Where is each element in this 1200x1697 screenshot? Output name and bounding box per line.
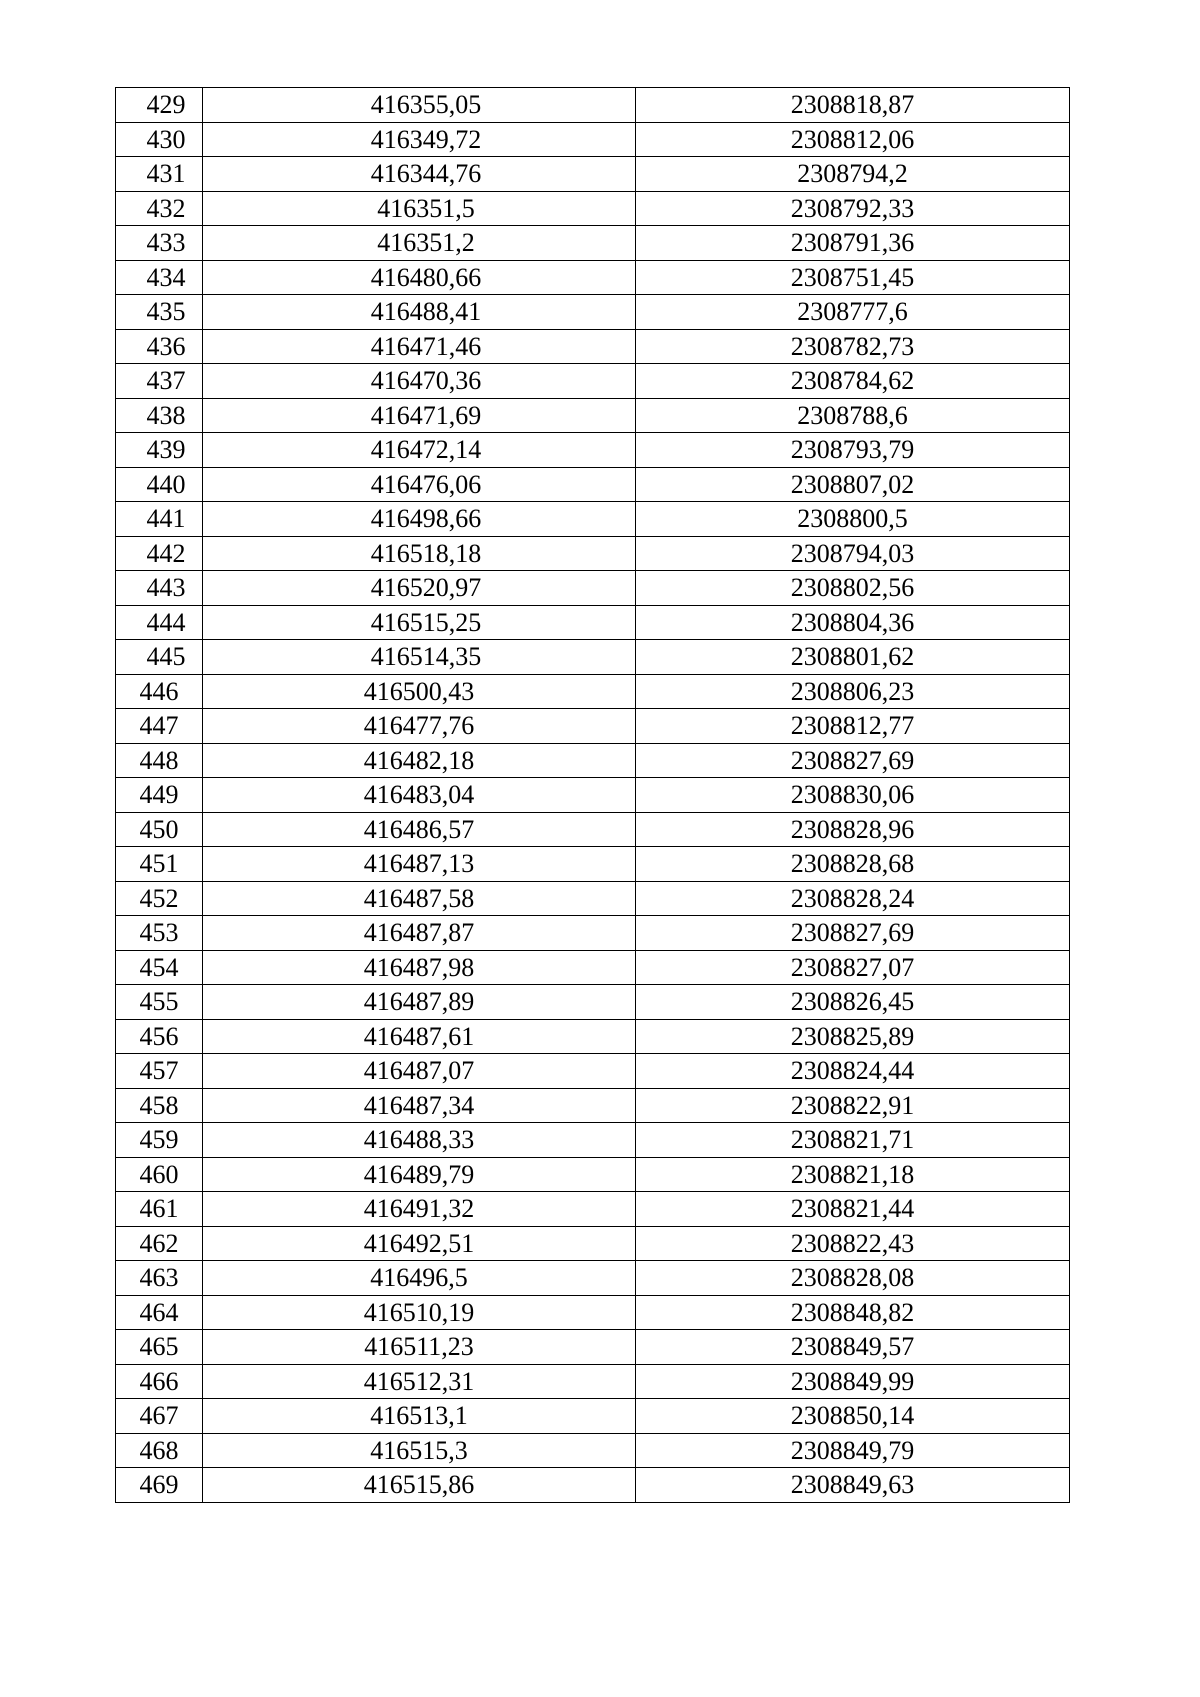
- table-row: [116, 709, 1070, 744]
- table-row: [116, 1364, 1070, 1399]
- table-row: [116, 1192, 1070, 1227]
- y-coordinate-cell: 2308821,44: [636, 1192, 1070, 1227]
- y-coordinate-cell: 2308828,96: [636, 812, 1070, 847]
- x-coordinate-cell: 416487,87: [203, 916, 636, 951]
- table-row: [116, 1433, 1070, 1468]
- x-coordinate-cell: 416496,5: [203, 1261, 636, 1296]
- table-row: [116, 674, 1070, 709]
- point-number-cell: 442: [116, 536, 203, 571]
- table-row: [116, 329, 1070, 364]
- x-coordinate-cell: 416513,1: [203, 1399, 636, 1434]
- coordinates-table: [115, 87, 1070, 1503]
- point-number-cell: 466: [116, 1364, 203, 1399]
- point-number-cell: 454: [116, 950, 203, 985]
- y-coordinate-cell: 2308826,45: [636, 985, 1070, 1020]
- table-row: [116, 1019, 1070, 1054]
- x-coordinate-cell: 416349,72: [203, 122, 636, 157]
- table-row: [116, 295, 1070, 330]
- x-coordinate-cell: 416476,06: [203, 467, 636, 502]
- point-number-cell: 468: [116, 1433, 203, 1468]
- point-number-cell: 435: [116, 295, 203, 330]
- point-number-cell: 446: [116, 674, 203, 709]
- x-coordinate-cell: 416487,89: [203, 985, 636, 1020]
- point-number-cell: 449: [116, 778, 203, 813]
- point-number-cell: 440: [116, 467, 203, 502]
- point-number-cell: 436: [116, 329, 203, 364]
- x-coordinate-cell: 416487,61: [203, 1019, 636, 1054]
- table-row: [116, 1226, 1070, 1261]
- point-number-cell: 429: [116, 88, 203, 123]
- y-coordinate-cell: 2308828,08: [636, 1261, 1070, 1296]
- table-row: [116, 1261, 1070, 1296]
- y-coordinate-cell: 2308827,69: [636, 743, 1070, 778]
- x-coordinate-cell: 416491,32: [203, 1192, 636, 1227]
- point-number-cell: 455: [116, 985, 203, 1020]
- y-coordinate-cell: 2308788,6: [636, 398, 1070, 433]
- x-coordinate-cell: 416486,57: [203, 812, 636, 847]
- point-number-cell: 451: [116, 847, 203, 882]
- y-coordinate-cell: 2308793,79: [636, 433, 1070, 468]
- table-row: [116, 1088, 1070, 1123]
- point-number-cell: 452: [116, 881, 203, 916]
- x-coordinate-cell: 416489,79: [203, 1157, 636, 1192]
- y-coordinate-cell: 2308848,82: [636, 1295, 1070, 1330]
- y-coordinate-cell: 2308849,99: [636, 1364, 1070, 1399]
- x-coordinate-cell: 416511,23: [203, 1330, 636, 1365]
- y-coordinate-cell: 2308825,89: [636, 1019, 1070, 1054]
- coordinates-table-body: [116, 88, 1070, 1503]
- point-number-cell: 432: [116, 191, 203, 226]
- y-coordinate-cell: 2308806,23: [636, 674, 1070, 709]
- x-coordinate-cell: 416471,46: [203, 329, 636, 364]
- y-coordinate-cell: 2308827,07: [636, 950, 1070, 985]
- x-coordinate-cell: 416344,76: [203, 157, 636, 192]
- y-coordinate-cell: 2308824,44: [636, 1054, 1070, 1089]
- table-row: [116, 502, 1070, 537]
- x-coordinate-cell: 416487,34: [203, 1088, 636, 1123]
- table-row: [116, 122, 1070, 157]
- y-coordinate-cell: 2308794,03: [636, 536, 1070, 571]
- y-coordinate-cell: 2308794,2: [636, 157, 1070, 192]
- x-coordinate-cell: 416487,98: [203, 950, 636, 985]
- table-row: [116, 950, 1070, 985]
- table-row: [116, 881, 1070, 916]
- y-coordinate-cell: 2308827,69: [636, 916, 1070, 951]
- x-coordinate-cell: 416488,41: [203, 295, 636, 330]
- table-row: [116, 398, 1070, 433]
- x-coordinate-cell: 416500,43: [203, 674, 636, 709]
- table-row: [116, 916, 1070, 951]
- x-coordinate-cell: 416477,76: [203, 709, 636, 744]
- point-number-cell: 450: [116, 812, 203, 847]
- table-row: [116, 226, 1070, 261]
- y-coordinate-cell: 2308804,36: [636, 605, 1070, 640]
- x-coordinate-cell: 416515,3: [203, 1433, 636, 1468]
- y-coordinate-cell: 2308828,24: [636, 881, 1070, 916]
- table-row: [116, 88, 1070, 123]
- table-row: [116, 743, 1070, 778]
- y-coordinate-cell: 2308849,57: [636, 1330, 1070, 1365]
- point-number-cell: 433: [116, 226, 203, 261]
- y-coordinate-cell: 2308791,36: [636, 226, 1070, 261]
- y-coordinate-cell: 2308821,18: [636, 1157, 1070, 1192]
- y-coordinate-cell: 2308849,63: [636, 1468, 1070, 1503]
- y-coordinate-cell: 2308849,79: [636, 1433, 1070, 1468]
- x-coordinate-cell: 416487,07: [203, 1054, 636, 1089]
- table-row: [116, 536, 1070, 571]
- point-number-cell: 438: [116, 398, 203, 433]
- point-number-cell: 443: [116, 571, 203, 606]
- table-row: [116, 1295, 1070, 1330]
- y-coordinate-cell: 2308800,5: [636, 502, 1070, 537]
- y-coordinate-cell: 2308850,14: [636, 1399, 1070, 1434]
- y-coordinate-cell: 2308812,77: [636, 709, 1070, 744]
- x-coordinate-cell: 416487,13: [203, 847, 636, 882]
- x-coordinate-cell: 416487,58: [203, 881, 636, 916]
- x-coordinate-cell: 416510,19: [203, 1295, 636, 1330]
- y-coordinate-cell: 2308822,43: [636, 1226, 1070, 1261]
- point-number-cell: 445: [116, 640, 203, 675]
- y-coordinate-cell: 2308821,71: [636, 1123, 1070, 1158]
- y-coordinate-cell: 2308812,06: [636, 122, 1070, 157]
- x-coordinate-cell: 416498,66: [203, 502, 636, 537]
- point-number-cell: 460: [116, 1157, 203, 1192]
- x-coordinate-cell: 416355,05: [203, 88, 636, 123]
- table-row: [116, 605, 1070, 640]
- point-number-cell: 453: [116, 916, 203, 951]
- table-row: [116, 1399, 1070, 1434]
- table-row: [116, 571, 1070, 606]
- x-coordinate-cell: 416472,14: [203, 433, 636, 468]
- point-number-cell: 462: [116, 1226, 203, 1261]
- x-coordinate-cell: 416351,2: [203, 226, 636, 261]
- point-number-cell: 431: [116, 157, 203, 192]
- table-row: [116, 467, 1070, 502]
- point-number-cell: 434: [116, 260, 203, 295]
- point-number-cell: 441: [116, 502, 203, 537]
- point-number-cell: 447: [116, 709, 203, 744]
- x-coordinate-cell: 416483,04: [203, 778, 636, 813]
- y-coordinate-cell: 2308828,68: [636, 847, 1070, 882]
- point-number-cell: 439: [116, 433, 203, 468]
- table-row: [116, 191, 1070, 226]
- table-row: [116, 157, 1070, 192]
- point-number-cell: 465: [116, 1330, 203, 1365]
- y-coordinate-cell: 2308782,73: [636, 329, 1070, 364]
- point-number-cell: 464: [116, 1295, 203, 1330]
- point-number-cell: 463: [116, 1261, 203, 1296]
- x-coordinate-cell: 416488,33: [203, 1123, 636, 1158]
- point-number-cell: 456: [116, 1019, 203, 1054]
- y-coordinate-cell: 2308801,62: [636, 640, 1070, 675]
- point-number-cell: 467: [116, 1399, 203, 1434]
- x-coordinate-cell: 416515,25: [203, 605, 636, 640]
- table-row: [116, 985, 1070, 1020]
- y-coordinate-cell: 2308792,33: [636, 191, 1070, 226]
- y-coordinate-cell: 2308807,02: [636, 467, 1070, 502]
- table-row: [116, 778, 1070, 813]
- x-coordinate-cell: 416351,5: [203, 191, 636, 226]
- y-coordinate-cell: 2308830,06: [636, 778, 1070, 813]
- x-coordinate-cell: 416514,35: [203, 640, 636, 675]
- y-coordinate-cell: 2308784,62: [636, 364, 1070, 399]
- x-coordinate-cell: 416515,86: [203, 1468, 636, 1503]
- x-coordinate-cell: 416512,31: [203, 1364, 636, 1399]
- table-row: [116, 1157, 1070, 1192]
- table-row: [116, 1330, 1070, 1365]
- point-number-cell: 469: [116, 1468, 203, 1503]
- x-coordinate-cell: 416471,69: [203, 398, 636, 433]
- table-row: [116, 1054, 1070, 1089]
- x-coordinate-cell: 416470,36: [203, 364, 636, 399]
- point-number-cell: 461: [116, 1192, 203, 1227]
- y-coordinate-cell: 2308818,87: [636, 88, 1070, 123]
- y-coordinate-cell: 2308802,56: [636, 571, 1070, 606]
- y-coordinate-cell: 2308777,6: [636, 295, 1070, 330]
- point-number-cell: 437: [116, 364, 203, 399]
- x-coordinate-cell: 416520,97: [203, 571, 636, 606]
- x-coordinate-cell: 416482,18: [203, 743, 636, 778]
- table-row: [116, 1468, 1070, 1503]
- x-coordinate-cell: 416492,51: [203, 1226, 636, 1261]
- x-coordinate-cell: 416518,18: [203, 536, 636, 571]
- y-coordinate-cell: 2308751,45: [636, 260, 1070, 295]
- table-row: [116, 847, 1070, 882]
- table-row: [116, 640, 1070, 675]
- point-number-cell: 448: [116, 743, 203, 778]
- x-coordinate-cell: 416480,66: [203, 260, 636, 295]
- table-row: [116, 364, 1070, 399]
- point-number-cell: 430: [116, 122, 203, 157]
- point-number-cell: 444: [116, 605, 203, 640]
- table-row: [116, 1123, 1070, 1158]
- point-number-cell: 458: [116, 1088, 203, 1123]
- table-row: [116, 433, 1070, 468]
- table-row: [116, 812, 1070, 847]
- point-number-cell: 459: [116, 1123, 203, 1158]
- point-number-cell: 457: [116, 1054, 203, 1089]
- y-coordinate-cell: 2308822,91: [636, 1088, 1070, 1123]
- table-row: [116, 260, 1070, 295]
